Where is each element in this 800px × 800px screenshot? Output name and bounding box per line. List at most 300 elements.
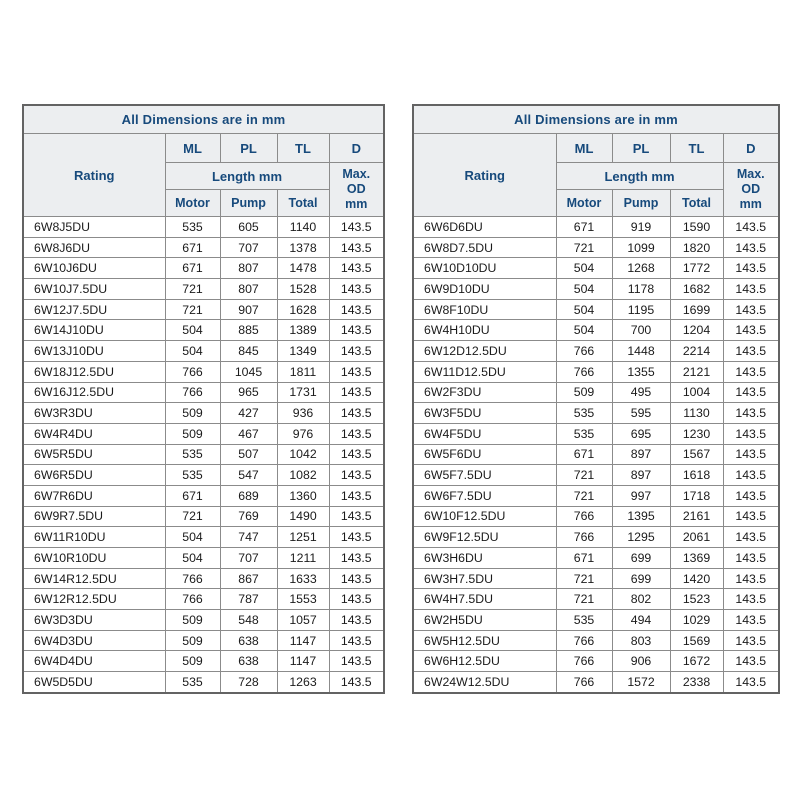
max-od-line1: Max. [342,167,371,182]
value-cell: 143.5 [723,403,779,424]
value-cell: 1567 [670,444,723,465]
value-cell: 467 [220,423,277,444]
value-cell: 897 [612,444,670,465]
value-cell: 1147 [277,651,329,672]
value-cell: 1420 [670,568,723,589]
rating-cell: 6W8J6DU [23,237,165,258]
value-cell: 595 [612,403,670,424]
value-cell: 695 [612,423,670,444]
value-cell: 143.5 [329,299,384,320]
value-cell: 803 [612,630,670,651]
value-cell: 766 [556,341,612,362]
value-cell: 143.5 [329,672,384,693]
table-row [23,341,384,362]
value-cell: 1178 [612,279,670,300]
value-cell: 143.5 [329,444,384,465]
value-cell: 721 [556,237,612,258]
value-cell: 143.5 [329,548,384,569]
value-cell: 1251 [277,527,329,548]
value-cell: 535 [165,465,220,486]
column-header-ml: ML [556,134,612,163]
column-header-rating: Rating [413,134,556,217]
value-cell: 1820 [670,237,723,258]
rating-cell: 6W9R7.5DU [23,506,165,527]
value-cell: 1772 [670,258,723,279]
value-cell: 721 [556,589,612,610]
value-cell: 728 [220,672,277,693]
value-cell: 699 [612,548,670,569]
max-od-line3: mm [345,196,368,211]
table-row [23,672,384,693]
value-cell: 535 [556,610,612,631]
rating-cell: 6W4F5DU [413,423,556,444]
table-row [413,299,779,320]
rating-cell: 6W5D5DU [23,672,165,693]
value-cell: 1082 [277,465,329,486]
table-row [23,568,384,589]
value-cell: 671 [556,217,612,238]
rating-cell: 6W3F5DU [413,403,556,424]
value-cell: 143.5 [329,258,384,279]
table-row [413,485,779,506]
value-cell: 721 [165,279,220,300]
column-header-motor: Motor [165,190,220,217]
column-header-d: D [723,134,779,163]
value-cell: 700 [612,320,670,341]
value-cell: 143.5 [723,299,779,320]
table-row [413,423,779,444]
value-cell: 766 [556,672,612,693]
value-cell: 143.5 [723,258,779,279]
rating-cell: 6W3D3DU [23,610,165,631]
value-cell: 143.5 [723,382,779,403]
rating-cell: 6W4D4DU [23,651,165,672]
value-cell: 2214 [670,341,723,362]
value-cell: 766 [165,568,220,589]
value-cell: 766 [165,382,220,403]
table-row [413,361,779,382]
value-cell: 2161 [670,506,723,527]
value-cell: 143.5 [329,485,384,506]
value-cell: 965 [220,382,277,403]
value-cell: 671 [165,485,220,506]
rating-cell: 6W12J7.5DU [23,299,165,320]
column-header-rating: Rating [23,134,165,217]
value-cell: 807 [220,258,277,279]
value-cell: 671 [556,548,612,569]
value-cell: 535 [165,217,220,238]
value-cell: 143.5 [329,382,384,403]
rating-cell: 6W4H10DU [413,320,556,341]
rating-cell: 6W3R3DU [23,403,165,424]
value-cell: 1140 [277,217,329,238]
rating-cell: 6W8D7.5DU [413,237,556,258]
value-cell: 1004 [670,382,723,403]
value-cell: 143.5 [329,320,384,341]
table-row [413,610,779,631]
value-cell: 509 [165,610,220,631]
dimensions-table-left [22,104,385,694]
value-cell: 1057 [277,610,329,631]
rating-cell: 6W12D12.5DU [413,341,556,362]
rating-cell: 6W4R4DU [23,423,165,444]
table-row [413,444,779,465]
rating-cell: 6W7R6DU [23,485,165,506]
value-cell: 769 [220,506,277,527]
table-row [413,568,779,589]
table-row [413,217,779,238]
column-header-pl: PL [220,134,277,163]
value-cell: 605 [220,217,277,238]
table-row [413,382,779,403]
value-cell: 1130 [670,403,723,424]
value-cell: 2338 [670,672,723,693]
value-cell: 802 [612,589,670,610]
value-cell: 885 [220,320,277,341]
rating-cell: 6W16J12.5DU [23,382,165,403]
table-row [23,651,384,672]
value-cell: 1490 [277,506,329,527]
value-cell: 897 [612,465,670,486]
rating-cell: 6W2H5DU [413,610,556,631]
value-cell: 143.5 [723,651,779,672]
table-body [23,217,384,693]
value-cell: 1295 [612,527,670,548]
value-cell: 1099 [612,237,670,258]
column-header-max-od [329,163,384,217]
value-cell: 143.5 [329,630,384,651]
value-cell: 747 [220,527,277,548]
value-cell: 1448 [612,341,670,362]
table-header [23,105,384,217]
value-cell: 766 [556,651,612,672]
rating-cell: 6W8J5DU [23,217,165,238]
table-row [23,403,384,424]
column-header-tl: TL [670,134,723,163]
value-cell: 787 [220,589,277,610]
value-cell: 1029 [670,610,723,631]
value-cell: 997 [612,485,670,506]
value-cell: 1628 [277,299,329,320]
column-header-pump: Pump [220,190,277,217]
value-cell: 867 [220,568,277,589]
value-cell: 671 [165,258,220,279]
value-cell: 143.5 [329,527,384,548]
value-cell: 766 [165,361,220,382]
value-cell: 509 [556,382,612,403]
value-cell: 1699 [670,299,723,320]
table-row [413,465,779,486]
value-cell: 143.5 [723,506,779,527]
table-row [23,465,384,486]
value-cell: 671 [165,237,220,258]
column-header-max-od [723,163,779,217]
value-cell: 547 [220,465,277,486]
value-cell: 721 [556,465,612,486]
rating-cell: 6W10R10DU [23,548,165,569]
rating-cell: 6W24W12.5DU [413,672,556,693]
rating-cell: 6W10F12.5DU [413,506,556,527]
value-cell: 495 [612,382,670,403]
value-cell: 1553 [277,589,329,610]
value-cell: 1369 [670,548,723,569]
value-cell: 766 [556,506,612,527]
table-row [413,630,779,651]
table-row [23,320,384,341]
rating-cell: 6W13J10DU [23,341,165,362]
table-row [23,506,384,527]
table-row [413,506,779,527]
value-cell: 143.5 [723,548,779,569]
value-cell: 1263 [277,672,329,693]
value-cell: 766 [165,589,220,610]
value-cell: 509 [165,651,220,672]
value-cell: 143.5 [329,568,384,589]
rating-cell: 6W9D10DU [413,279,556,300]
rating-cell: 6W10J7.5DU [23,279,165,300]
rating-cell: 6W6H12.5DU [413,651,556,672]
table-row [23,589,384,610]
value-cell: 143.5 [723,361,779,382]
rating-cell: 6W8F10DU [413,299,556,320]
rating-cell: 6W5H12.5DU [413,630,556,651]
value-cell: 143.5 [329,361,384,382]
table-row [413,403,779,424]
value-cell: 907 [220,299,277,320]
rating-cell: 6W3H6DU [413,548,556,569]
table-row [413,548,779,569]
value-cell: 143.5 [723,568,779,589]
value-cell: 143.5 [723,217,779,238]
value-cell: 1349 [277,341,329,362]
max-od-line1: Max. [736,167,765,182]
value-cell: 1731 [277,382,329,403]
column-header-motor: Motor [556,190,612,217]
max-od-line2: OD [741,182,761,197]
table-title: All Dimensions are in mm [23,105,384,134]
column-group-length: Length mm [165,163,329,190]
value-cell: 1811 [277,361,329,382]
value-cell: 1389 [277,320,329,341]
table-row [23,444,384,465]
value-cell: 2121 [670,361,723,382]
table-row [23,630,384,651]
value-cell: 504 [165,341,220,362]
column-header-total: Total [670,190,723,217]
value-cell: 509 [165,630,220,651]
table-row [23,237,384,258]
value-cell: 504 [556,279,612,300]
column-header-total: Total [277,190,329,217]
value-cell: 1268 [612,258,670,279]
value-cell: 2061 [670,527,723,548]
value-cell: 143.5 [329,423,384,444]
value-cell: 535 [556,423,612,444]
value-cell: 143.5 [723,423,779,444]
value-cell: 535 [165,444,220,465]
dimensions-table [412,104,780,694]
value-cell: 721 [165,299,220,320]
value-cell: 504 [165,527,220,548]
table-header [413,105,779,217]
value-cell: 1378 [277,237,329,258]
column-header-pl: PL [612,134,670,163]
value-cell: 143.5 [723,589,779,610]
dimensions-table-right [412,104,778,694]
table-row [23,382,384,403]
value-cell: 1682 [670,279,723,300]
table-row [413,651,779,672]
rating-cell: 6W10D10DU [413,258,556,279]
rating-cell: 6W14R12.5DU [23,568,165,589]
value-cell: 143.5 [329,589,384,610]
value-cell: 143.5 [329,610,384,631]
table-row [413,672,779,693]
rating-cell: 6W5F7.5DU [413,465,556,486]
value-cell: 535 [165,672,220,693]
value-cell: 507 [220,444,277,465]
rating-cell: 6W11R10DU [23,527,165,548]
value-cell: 845 [220,341,277,362]
table-row [23,217,384,238]
table-row [23,299,384,320]
rating-cell: 6W5R5DU [23,444,165,465]
table-row [23,361,384,382]
table-body [413,217,779,693]
rating-cell: 6W6F7.5DU [413,485,556,506]
table-row [413,279,779,300]
table-row [413,258,779,279]
value-cell: 919 [612,217,670,238]
value-cell: 504 [556,258,612,279]
max-od-line3: mm [739,196,762,211]
value-cell: 504 [165,320,220,341]
value-cell: 671 [556,444,612,465]
value-cell: 906 [612,651,670,672]
value-cell: 689 [220,485,277,506]
value-cell: 707 [220,548,277,569]
rating-cell: 6W18J12.5DU [23,361,165,382]
value-cell: 1045 [220,361,277,382]
value-cell: 766 [556,361,612,382]
value-cell: 1590 [670,217,723,238]
value-cell: 427 [220,403,277,424]
value-cell: 143.5 [723,279,779,300]
rating-cell: 6W12R12.5DU [23,589,165,610]
value-cell: 1395 [612,506,670,527]
value-cell: 638 [220,651,277,672]
value-cell: 504 [556,299,612,320]
rating-cell: 6W2F3DU [413,382,556,403]
table-row [23,485,384,506]
value-cell: 1572 [612,672,670,693]
table-row [413,237,779,258]
value-cell: 936 [277,403,329,424]
value-cell: 143.5 [329,341,384,362]
value-cell: 504 [556,320,612,341]
rating-cell: 6W10J6DU [23,258,165,279]
rating-cell: 6W6R5DU [23,465,165,486]
value-cell: 1230 [670,423,723,444]
value-cell: 143.5 [723,444,779,465]
max-od-line2: OD [346,182,366,197]
rating-cell: 6W4D3DU [23,630,165,651]
value-cell: 1204 [670,320,723,341]
value-cell: 143.5 [723,465,779,486]
value-cell: 721 [556,568,612,589]
value-cell: 143.5 [329,506,384,527]
table-row [413,320,779,341]
table-row [23,279,384,300]
table-title: All Dimensions are in mm [413,105,779,134]
value-cell: 143.5 [723,630,779,651]
value-cell: 976 [277,423,329,444]
table-row [413,589,779,610]
value-cell: 1147 [277,630,329,651]
value-cell: 504 [165,548,220,569]
value-cell: 143.5 [329,651,384,672]
rating-cell: 6W3H7.5DU [413,568,556,589]
value-cell: 143.5 [329,237,384,258]
value-cell: 1633 [277,568,329,589]
value-cell: 721 [165,506,220,527]
value-cell: 143.5 [723,320,779,341]
table-row [413,527,779,548]
column-header-tl: TL [277,134,329,163]
value-cell: 143.5 [723,610,779,631]
value-cell: 143.5 [723,237,779,258]
value-cell: 1195 [612,299,670,320]
value-cell: 509 [165,423,220,444]
table-row [23,548,384,569]
value-cell: 1042 [277,444,329,465]
value-cell: 807 [220,279,277,300]
rating-cell: 6W6D6DU [413,217,556,238]
value-cell: 1672 [670,651,723,672]
rating-cell: 6W4H7.5DU [413,589,556,610]
column-header-d: D [329,134,384,163]
value-cell: 1618 [670,465,723,486]
value-cell: 1718 [670,485,723,506]
value-cell: 1478 [277,258,329,279]
rating-cell: 6W5F6DU [413,444,556,465]
table-row [23,258,384,279]
value-cell: 548 [220,610,277,631]
rating-cell: 6W9F12.5DU [413,527,556,548]
column-header-ml: ML [165,134,220,163]
value-cell: 1528 [277,279,329,300]
value-cell: 1355 [612,361,670,382]
value-cell: 1211 [277,548,329,569]
value-cell: 535 [556,403,612,424]
value-cell: 699 [612,568,670,589]
value-cell: 143.5 [329,217,384,238]
value-cell: 766 [556,630,612,651]
table-row [23,423,384,444]
value-cell: 1523 [670,589,723,610]
rating-cell: 6W14J10DU [23,320,165,341]
value-cell: 143.5 [329,465,384,486]
value-cell: 766 [556,527,612,548]
value-cell: 143.5 [329,403,384,424]
column-group-length: Length mm [556,163,723,190]
value-cell: 143.5 [329,279,384,300]
rating-cell: 6W11D12.5DU [413,361,556,382]
table-row [23,527,384,548]
column-header-pump: Pump [612,190,670,217]
value-cell: 509 [165,403,220,424]
value-cell: 1569 [670,630,723,651]
